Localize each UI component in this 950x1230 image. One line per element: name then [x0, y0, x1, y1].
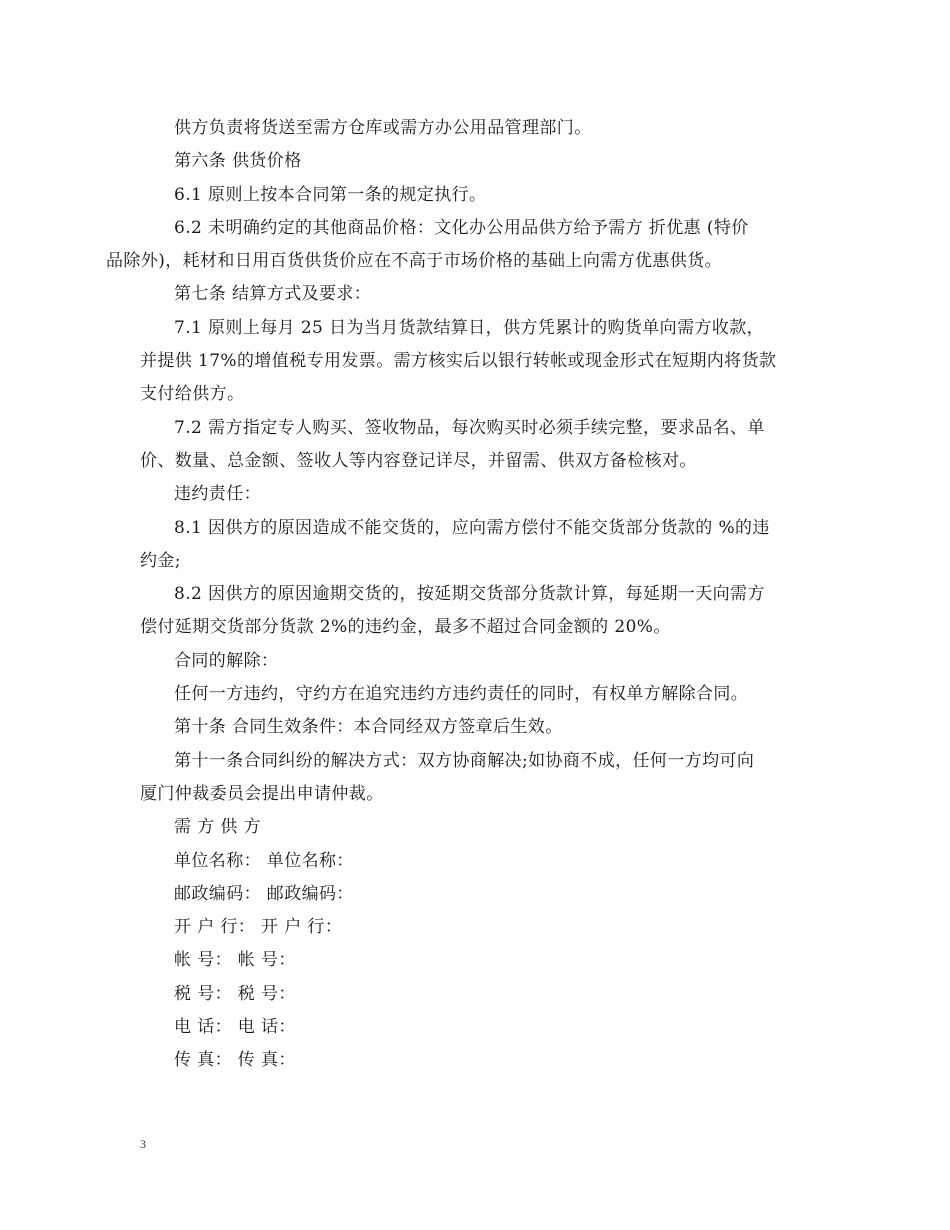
article-7-heading — [140, 278, 812, 311]
termination-heading — [140, 645, 812, 678]
article-6-heading — [140, 145, 812, 178]
clause-7-2 — [140, 412, 812, 479]
article-11 — [140, 745, 812, 812]
signature-postal-code — [140, 878, 812, 911]
clause-8-2 — [140, 578, 812, 645]
article-10 — [140, 711, 812, 744]
text-line: 违约责任： — [174, 484, 261, 505]
text-line: 7.1 原则上每月 25 日为当月货款结算日，供方凭累计的购货单向需方收款， — [174, 317, 765, 338]
text-line: 并提供 17%的增值税专用发票。需方核实后以银行转帐或现金形式在短期内将货款 — [140, 351, 777, 372]
text-line: 6.2 未明确约定的其他商品价格：文化办公用品供方给予需方 折优惠 (特价 — [174, 217, 749, 238]
text-line: 帐 号： 帐 号： — [174, 950, 296, 971]
text-line: 7.2 需方指定专人购买、签收物品，每次购买时必须手续完整，要求品名、单 — [174, 417, 765, 438]
text-line: 品除外)，耗材和日用百货供货价应在不高于市场价格的基础上向需方优惠供货。 — [106, 251, 723, 272]
clause-6-1 — [140, 179, 812, 212]
signature-tax-number — [140, 978, 812, 1011]
signature-parties — [140, 811, 812, 844]
signature-phone — [140, 1011, 812, 1044]
text-line: 第十一条合同纠纷的解决方式：双方协商解决;如协商不成，任何一方均可向 — [174, 750, 755, 771]
text-line: 8.1 因供方的原因造成不能交货的，应向需方偿付不能交货部分货款的 %的违 — [174, 517, 770, 538]
text-line: 第六条 供货价格 — [174, 151, 302, 172]
text-line: 支付给供方。 — [140, 384, 245, 405]
text-line: 开 户 行： 开 户 行： — [174, 917, 343, 938]
text-line: 第七条 结算方式及要求： — [174, 284, 372, 305]
signature-bank — [140, 911, 812, 944]
text-line: 偿付延期交货部分货款 2%的违约金，最多不超过合同金额的 20%。 — [140, 617, 671, 638]
signature-unit-name — [140, 845, 812, 878]
text-line: 税 号： 税 号： — [174, 983, 296, 1004]
page-number: 3 — [140, 1137, 146, 1151]
clause-6-2 — [106, 212, 812, 279]
text-line: 8.2 因供方的原因逾期交货的，按延期交货部分货款计算，每延期一天向需方 — [174, 584, 765, 605]
text-line: 邮政编码： 邮政编码： — [174, 883, 354, 904]
text-line: 厦门仲裁委员会提出申请仲裁。 — [140, 783, 384, 804]
text-line: 单位名称： 单位名称： — [174, 850, 354, 871]
text-line: 6.1 原则上按本合同第一条的规定执行。 — [174, 184, 487, 205]
breach-heading — [140, 478, 812, 511]
text-line: 传 真： 传 真： — [174, 1050, 296, 1071]
text-line: 需 方 供 方 — [174, 817, 262, 838]
signature-account — [140, 944, 812, 977]
clause-7-1 — [140, 312, 812, 412]
text-line: 价、数量、总金额、签收人等内容登记详尽，并留需、供双方备检核对。 — [140, 450, 697, 471]
text-line: 合同的解除： — [174, 650, 279, 671]
signature-fax — [140, 1044, 812, 1077]
document-body — [106, 112, 812, 1078]
text-line: 第十条 合同生效条件：本合同经双方签章后生效。 — [174, 717, 563, 738]
termination-clause — [140, 678, 812, 711]
text-line: 任何一方违约，守约方在追究违约方违约责任的同时，有权单方解除合同。 — [174, 684, 749, 705]
paragraph-delivery — [140, 112, 812, 145]
text-line: 约金; — [140, 550, 181, 571]
clause-8-1 — [140, 512, 812, 579]
text-line: 电 话： 电 话： — [174, 1017, 296, 1038]
text-line: 供方负责将货送至需方仓库或需方办公用品管理部门。 — [174, 118, 592, 138]
